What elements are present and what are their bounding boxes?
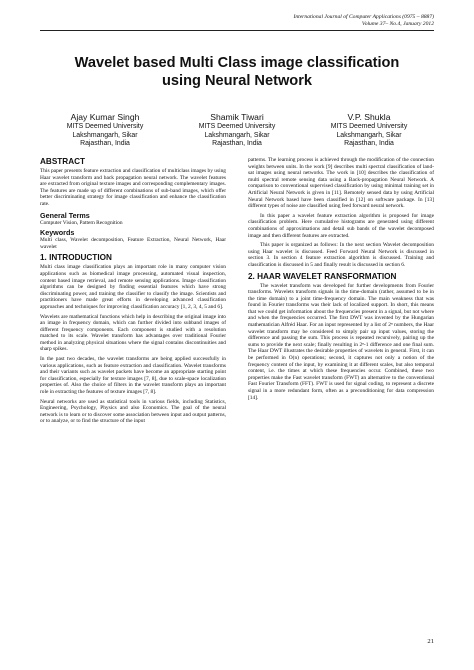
- header-rule: [40, 30, 434, 31]
- author-city: Lakshmangarh, Sikar: [72, 131, 138, 139]
- author-name: Ajay Kumar Singh: [70, 112, 140, 122]
- author-1: [40, 112, 170, 149]
- keywords-heading: Keywords: [40, 228, 75, 238]
- paper-title: [40, 55, 434, 90]
- author-city: Lakshmangarh, Sikar: [204, 131, 270, 139]
- author-2: [172, 112, 302, 149]
- author-affiliation: MITS Deemed University: [330, 123, 408, 130]
- journal-name: International Journal of Computer Applications (0975 – 8887): [293, 14, 434, 20]
- haar-paragraph: The wavelet transform was developed for further developments from Fourier transforms. Wavelets transform signals in the time-domain (rather, assumed to be in the time domain) to a joint time-frequency domain. The main weakness that was found in Fourier transforms was their lack of localized support. In short, this means that we could get information about the frequencies present in a signal, but not where and when the frequencies occurred. The first DWT was invented by the Hungarian mathematician Alfréd Haar. For an input represented by a list of 2ⁿ numbers, the Haar wavelet transform may be considered to simply pair up input values, storing the difference and passing the sum. This process is repeated recursively, pairing up the sums to provide the next scale; finally resulting in 2ⁿ-1 difference and one final sum. The Haar DWT illustrates the desirable properties of wavelets in general. First, it can be performed in O(n) operations; second, it captures not only a notion of the frequency content of the input, by examining it at different scales, but also temporal content, i.e. the times at which these frequencies occur. Combined, these two properties make the Fast wavelet transform (FWT) an alternative to the conventional Fast Fourier Transform (FFT). FWT is used for signal coding, to represent a discrete signal in a more redundant form, often as a preconditioning for data compression [14].: [248, 282, 434, 401]
- page-number: 21: [427, 638, 434, 645]
- author-affiliation: MITS Deemed University: [198, 123, 276, 130]
- right-paragraph-1: patterns. The learning process is achieved through the modification of the connection weights between units. In the work [9] describes multi spectral classification of land-sat images using neural networks. The work in [10] describes the classification of multi spectral remote sensing data using a Back-propagation Neural Network. A comparison to conventional supervised classification by using minimal training set in Artificial Neural Network is given in [11]. Remotely sensed data by using Artificial Neural Network based have been classified in [12] on software package. In [13] different types of noise are classified using feed forward neural network.: [248, 157, 434, 210]
- title-line-2: using Neural Network: [161, 72, 313, 89]
- keywords-text: Multi class, Wavelet decomposition, Feature Extraction, Neural Network, Haar wavelet: [40, 237, 226, 250]
- general-terms-heading: General Terms: [40, 210, 90, 220]
- left-column: [40, 157, 226, 428]
- right-column: [248, 157, 434, 404]
- author-name: V.P. Shukla: [347, 112, 391, 122]
- author-country: Rajasthan, India: [344, 140, 394, 147]
- author-3: [304, 112, 434, 149]
- right-paragraph-3: This paper is organized as follows: In the next section Wavelet decomposition using Haar wavelet is discussed. Feed Forward Neural Network is discussed in section 3. In section 4 feature extraction algorithm is discussed. Training and classification is discussed in 5 and finally result is discussed in section 6.: [248, 242, 434, 268]
- author-affiliation: MITS Deemed University: [66, 123, 144, 130]
- author-country: Rajasthan, India: [80, 140, 130, 147]
- journal-header: [293, 14, 434, 28]
- abstract-text: This paper presents feature extraction and classification of multiclass images by using Haar wavelet transform and back propagation neural network. The wavelet features are extracted from original texture images and corresponding complementary images. The features are made up of different combinations of sub-band images, which offer better discriminating strategy for image classification and enhance the classification rate.: [40, 168, 226, 207]
- title-line-1: Wavelet based Multi Class image classification: [74, 55, 400, 71]
- intro-paragraph-3: In the past two decades, the wavelet transforms are being applied successfully in various applications, such as feature extraction and classification. Wavelet transforms and their variants such as wavelet packets have become an appropriate starting point for classification, especially for texture images [7, 8], due to scale-space localization properties of. Also the choice of filters in the wavelet transform plays an important role in extracting the features of texture images [7, 8].: [40, 356, 226, 396]
- haar-section-heading: 2. HAAR WAVELET RANSFORMATION: [248, 271, 397, 281]
- author-city: Lakshmangarh, Sikar: [336, 131, 402, 139]
- author-country: Rajasthan, India: [212, 140, 262, 147]
- introduction-heading: 1. INTRODUCTION: [40, 253, 112, 263]
- intro-paragraph-1: Multi class image classification plays an important role in many computer vision applications such as biomedical image processing, automated visual inspection, content based image retrieval, and remote sensing applications. Image classification algorithms can be designed by finding essential features which have strong discriminating power, and training the classifier to classify the image. Scientists and practitioners have made great efforts in developing advanced classification approaches and techniques for improving classification accuracy [1, 2, 3, 4, 5 and 6].: [40, 264, 226, 310]
- intro-paragraph-4: Neural networks are used as statistical tools in various fields, including Statistics, Engineering, Psychology, Physics and also Economics. The goal of the neural network is to learn or to discover some association between input and output patterns, or to analyze, or to find the structure of the input: [40, 398, 226, 425]
- journal-volume: Volume 37– No.4, January 2012: [361, 21, 434, 27]
- author-name: Shamik Tiwari: [210, 112, 264, 122]
- general-terms-text: Computer Vision, Pattern Recognition: [40, 219, 123, 226]
- abstract-heading: ABSTRACT: [40, 157, 86, 166]
- author-block: [40, 112, 434, 149]
- intro-paragraph-2: Wavelets are mathematical functions which help in describing the original image into an image in frequency domain, which can further divided into subband images of different frequency components. Each component is studied with a resolution matched to its scale. Wavelet transform has advantages over traditional Fourier method in analyzing physical situations where the signal contains discontinuities and sharp spikes.: [40, 313, 226, 353]
- right-paragraph-2: In this paper a wavelet feature extraction algorithm is proposed for image classification problem. Here cumulative histograms are generated using different combinations of approximations and detail sub bands of the wavelet decomposed image and then different features are extracted.: [248, 212, 434, 239]
